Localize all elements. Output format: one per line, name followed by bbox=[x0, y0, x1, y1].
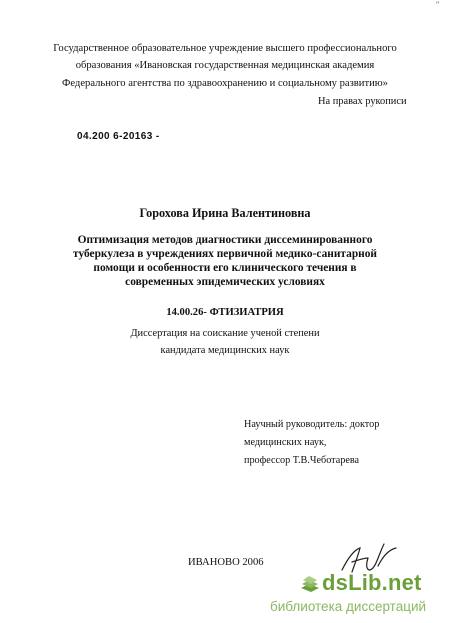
author-name: Горохова Ирина Валентиновна bbox=[139, 206, 311, 220]
supervisor-line-1: Научный руководитель: доктор bbox=[244, 419, 380, 430]
book-logo-icon bbox=[299, 572, 321, 594]
city-year: ИВАНОВО 2006 bbox=[188, 557, 264, 568]
supervisor-line-3: профессор Т.В.Чеботарева bbox=[244, 455, 360, 466]
institution-line-3: Федерального агентства по здравоохранению и социальному развитию» bbox=[62, 78, 388, 89]
manuscript-rights-note: На правах рукописи bbox=[318, 96, 407, 107]
watermark-brand: dsLib.net bbox=[322, 570, 422, 595]
registration-stamp: 04.200 6-20163 - bbox=[77, 131, 160, 142]
thesis-title-line-2: туберкулеза в учреждениях первичной медико-санитарной bbox=[73, 248, 377, 260]
thesis-title-line-4: современных эпидемических условиях bbox=[125, 276, 325, 288]
degree-line-1: Диссертация на соискание ученой степени bbox=[130, 328, 320, 339]
degree-line-2: кандидата медицинских наук bbox=[160, 345, 290, 356]
institution-line-2: образования «Ивановская государственная медицинская академия bbox=[75, 60, 375, 71]
watermark-tagline: библиотека диссертаций bbox=[270, 599, 427, 614]
thesis-title-line-3: помощи и особенности его клинического течения в bbox=[93, 262, 357, 274]
institution-line-1: Государственное образовательное учреждение высшего профессионального bbox=[53, 43, 397, 54]
corner-mark: '' bbox=[436, 0, 440, 10]
dslib-watermark bbox=[262, 566, 448, 620]
supervisor-line-2: медицинских наук, bbox=[244, 437, 327, 448]
specialty-code: 14.00.26- ФТИЗИАТРИЯ bbox=[166, 307, 284, 318]
thesis-title-line-1: Оптимизация методов диагностики диссеминированного bbox=[77, 234, 373, 246]
